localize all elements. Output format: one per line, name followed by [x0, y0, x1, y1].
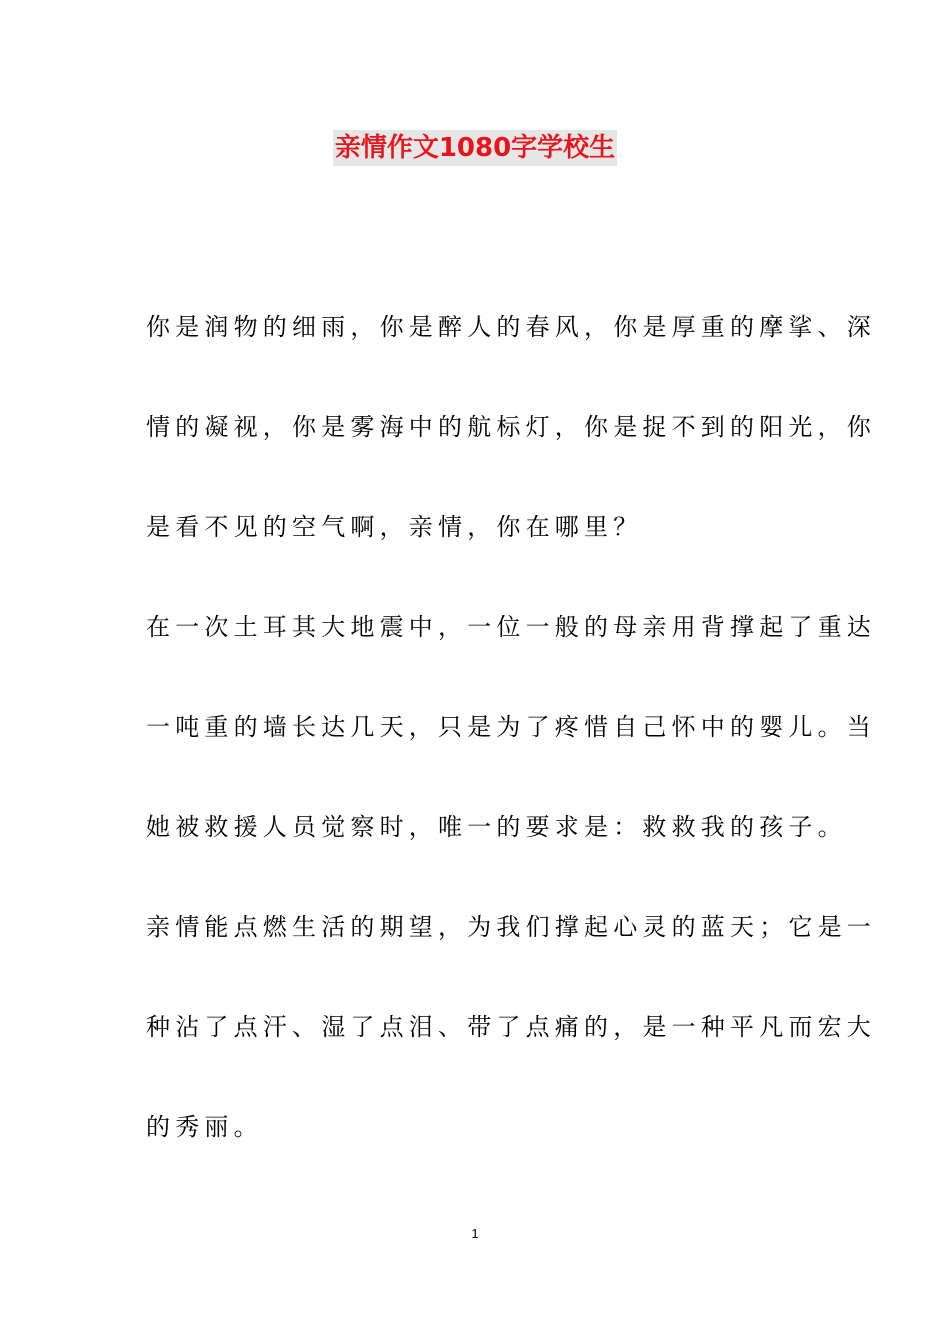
title-container [0, 130, 950, 166]
body-line: 种沾了点汗、湿了点泪、带了点痛的，是一种平凡而宏大 [146, 1013, 876, 1041]
body-line: 她被救援人员觉察时，唯一的要求是：救救我的孩子。 [146, 813, 847, 841]
page-number: 1 [471, 1226, 479, 1241]
body-line: 的秀丽。 [146, 1113, 263, 1141]
document-body [146, 298, 876, 1198]
document-title: 亲情作文1080字学校生 [333, 130, 617, 166]
body-line: 一吨重的墙长达几天，只是为了疼惜自己怀中的婴儿。当 [146, 713, 876, 741]
body-line: 是看不见的空气啊，亲情，你在哪里？ [146, 513, 643, 541]
body-line: 情的凝视，你是雾海中的航标灯，你是捉不到的阳光，你 [146, 413, 876, 441]
body-line: 在一次土耳其大地震中，一位一般的母亲用背撑起了重达 [146, 613, 876, 641]
body-line: 你是润物的细雨，你是醉人的春风，你是厚重的摩挲、深 [146, 313, 876, 341]
body-line: 亲情能点燃生活的期望，为我们撑起心灵的蓝天；它是一 [146, 913, 876, 941]
